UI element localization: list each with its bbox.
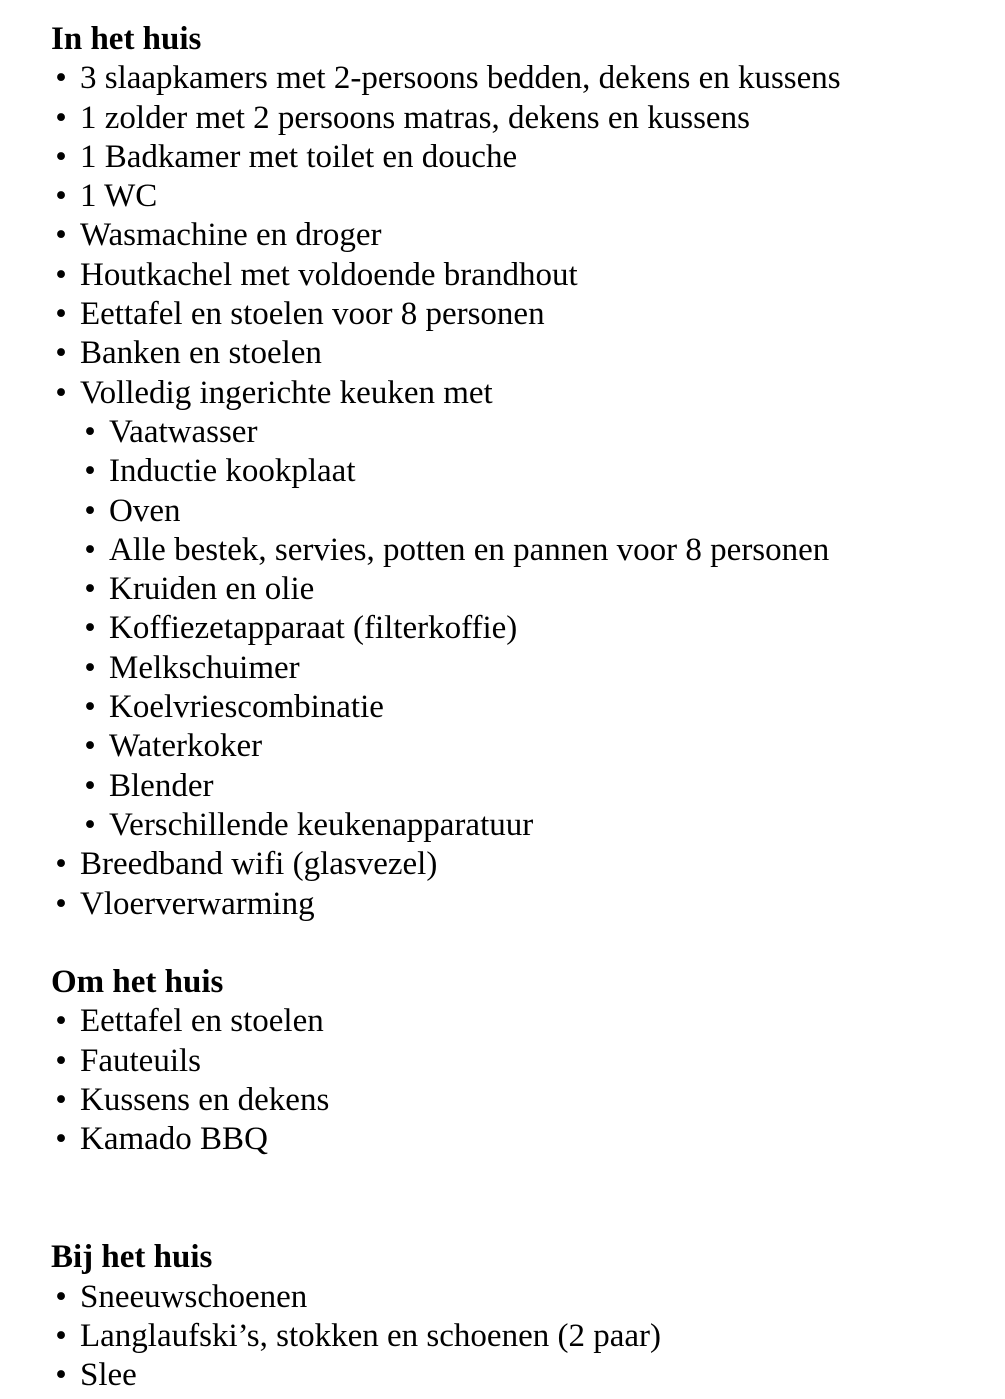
sublist-item-text: Verschillende keukenapparatuur	[109, 806, 534, 843]
bullet-icon: •	[55, 846, 67, 883]
sublist-item-text: Melkschuimer	[109, 649, 300, 686]
list-item	[51, 885, 991, 924]
bullet-icon: •	[55, 1317, 67, 1354]
list-item-text: Houtkachel met voldoende brandhout	[80, 256, 578, 293]
bullet-icon: •	[84, 689, 96, 726]
list-item	[51, 295, 991, 334]
list-item	[51, 59, 991, 98]
bullet-icon: •	[55, 1121, 67, 1158]
sublist-item	[51, 492, 991, 531]
list-item	[51, 1120, 991, 1159]
section-spacer	[51, 924, 991, 963]
sublist-item	[51, 570, 991, 609]
sublist-item	[51, 531, 991, 570]
bullet-icon: •	[55, 374, 67, 411]
bullet-icon: •	[55, 138, 67, 175]
sublist-item-text: Koffiezetapparaat (filterkoffie)	[109, 610, 518, 647]
sublist-item	[51, 767, 991, 806]
list-item-text: Breedband wifi (glasvezel)	[80, 846, 438, 883]
list-item-text: Volledig ingerichte keuken met	[80, 374, 493, 411]
list-item	[51, 334, 991, 373]
bullet-icon: •	[84, 453, 96, 490]
list-item-text: 3 slaapkamers met 2-persoons bedden, dekens en kussens	[80, 60, 841, 97]
bullet-icon: •	[84, 492, 96, 529]
section-heading-in-het-huis: In het huis	[51, 21, 202, 57]
sublist-item	[51, 649, 991, 688]
list-item	[51, 374, 991, 413]
bullet-icon: •	[55, 217, 67, 254]
list-item	[51, 1317, 991, 1356]
bullet-icon: •	[84, 806, 96, 843]
list-item	[51, 1278, 991, 1317]
section-heading-om-het-huis: Om het huis	[51, 964, 224, 1001]
sublist-item-text: Alle bestek, servies, potten en pannen voor 8 personen	[109, 531, 830, 568]
bullet-icon: •	[55, 1357, 67, 1394]
sublist-item	[51, 688, 991, 727]
bullet-icon: •	[84, 649, 96, 686]
sublist-item-text: Waterkoker	[109, 728, 263, 765]
list-item	[51, 256, 991, 295]
list-item	[51, 1356, 991, 1395]
list-in-het-huis	[51, 59, 991, 413]
section-heading-bij-het-huis: Bij het huis	[51, 1239, 213, 1276]
sublist-item	[51, 413, 991, 452]
list-item-text: Eettafel en stoelen voor 8 personen	[80, 296, 545, 333]
sublist-item-text: Vaatwasser	[109, 413, 258, 450]
sublist-item	[51, 806, 991, 845]
list-in-het-huis-continued	[51, 845, 991, 924]
bullet-icon: •	[84, 531, 96, 568]
sublist-item	[51, 727, 991, 766]
list-item-text: Kamado BBQ	[80, 1121, 268, 1158]
bullet-icon: •	[55, 1278, 67, 1315]
sublist-item-text: Inductie kookplaat	[109, 453, 356, 490]
bullet-icon: •	[55, 99, 67, 136]
list-item	[51, 1042, 991, 1081]
bullet-icon: •	[84, 571, 96, 608]
list-item-text: Banken en stoelen	[80, 335, 322, 372]
list-item	[51, 99, 991, 138]
sublist-item-text: Blender	[109, 767, 214, 804]
bullet-icon: •	[84, 728, 96, 765]
bullet-icon: •	[55, 885, 67, 922]
list-item-text: Fauteuils	[80, 1042, 201, 1079]
bullet-icon: •	[55, 1042, 67, 1079]
list-bij-het-huis	[51, 1278, 991, 1396]
bullet-icon: •	[84, 767, 96, 804]
list-item-text: Sneeuwschoenen	[80, 1278, 308, 1315]
bullet-icon: •	[55, 335, 67, 372]
sublist-item-text: Koelvriescombinatie	[109, 689, 384, 726]
bullet-icon: •	[55, 296, 67, 333]
list-item	[51, 216, 991, 255]
list-item-text: Vloerverwarming	[80, 885, 315, 922]
list-item-text: Eettafel en stoelen	[80, 1003, 324, 1040]
sublist-item-text: Kruiden en olie	[109, 571, 315, 608]
list-item	[51, 177, 991, 216]
sublist-item-text: Oven	[109, 492, 181, 529]
bullet-icon: •	[55, 1082, 67, 1119]
bullet-icon: •	[84, 610, 96, 647]
list-item-text: Wasmachine en droger	[80, 217, 382, 254]
list-item-text: Langlaufski’s, stokken en schoenen (2 paar)	[80, 1317, 661, 1354]
list-item-text: Kussens en dekens	[80, 1082, 330, 1119]
bullet-icon: •	[84, 413, 96, 450]
list-item	[51, 845, 991, 884]
list-item	[51, 1081, 991, 1120]
section-spacer	[51, 1160, 991, 1239]
document-body	[51, 20, 991, 1395]
sublist-item	[51, 609, 991, 648]
list-item-text: 1 WC	[80, 178, 158, 215]
list-item	[51, 1002, 991, 1041]
list-item-text: 1 Badkamer met toilet en douche	[80, 138, 518, 175]
list-om-het-huis	[51, 1002, 991, 1159]
bullet-icon: •	[55, 60, 67, 97]
sublist-item	[51, 452, 991, 491]
bullet-icon: •	[55, 1003, 67, 1040]
bullet-icon: •	[55, 178, 67, 215]
sublist-keuken	[51, 413, 991, 845]
list-item-text: 1 zolder met 2 persoons matras, dekens en kussens	[80, 99, 750, 136]
list-item-text: Slee	[80, 1357, 137, 1394]
bullet-icon: •	[55, 256, 67, 293]
list-item	[51, 138, 991, 177]
